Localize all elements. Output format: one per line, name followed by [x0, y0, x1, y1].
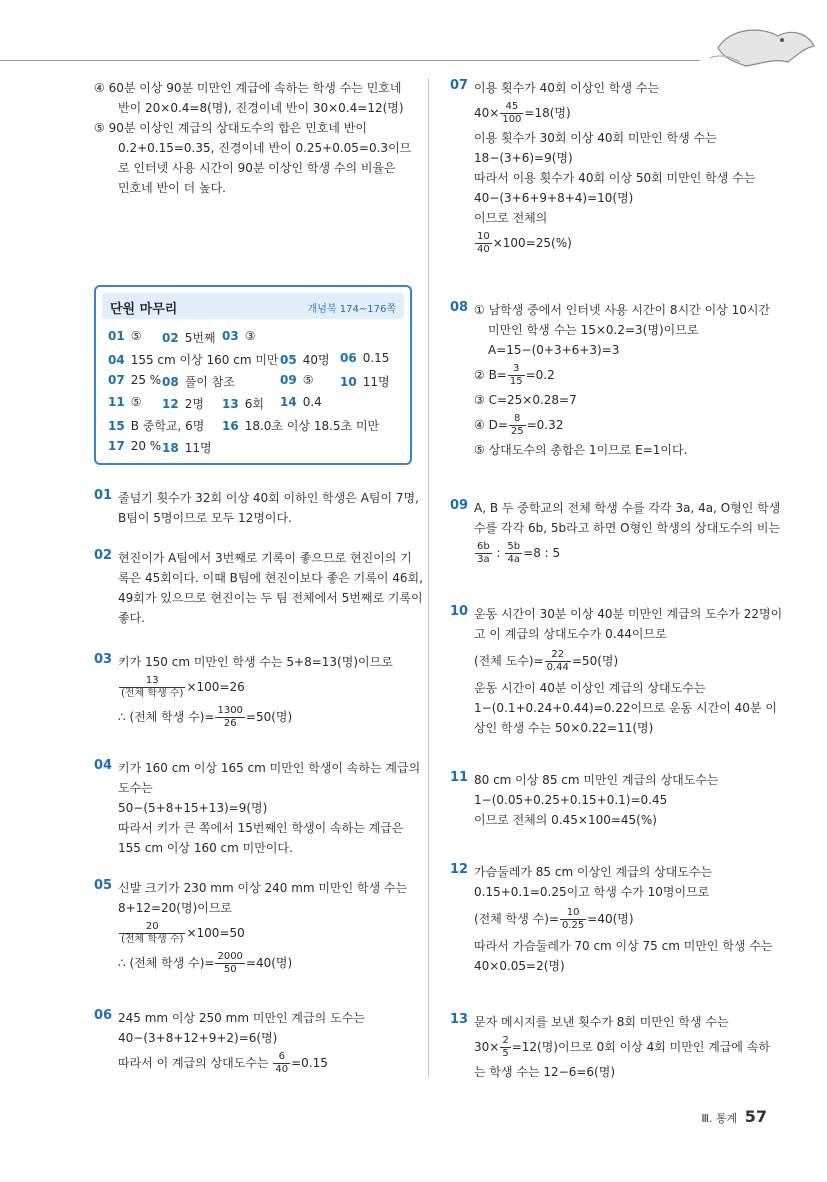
text-line: 도수는	[118, 781, 153, 795]
text-line: ⑤ 90분 이상인 계급의 상대도수의 합은 민호네 반이	[94, 121, 367, 135]
answer-entry: 17 20 %	[108, 439, 162, 453]
text-line: 고 이 계급의 상대도수가 0.44이므로	[474, 627, 667, 641]
problem-number: 09	[450, 498, 469, 513]
text-line: 현진이가 A팀에서 3번째로 기록이 좋으므로 현진이의 기	[118, 551, 412, 565]
answer-entry: 06 0.15	[340, 351, 390, 365]
answer-entry: 13 6회	[222, 397, 264, 411]
answer-entry: 05 40명	[280, 353, 330, 367]
equation-line: ④ D= $\frac{8}{25}$ =0.32	[474, 413, 564, 437]
text-line: 신발 크기가 230 mm 이상 240 mm 미만인 학생 수는	[118, 881, 408, 895]
answer-entry: 14 0.4	[280, 395, 322, 409]
answer-entry: 16 18.0초 이상 18.5초 미만	[222, 419, 380, 433]
text-line: 0.15+0.1=0.25이고 학생 수가 10명이므로	[474, 885, 710, 899]
text-line: 운동 시간이 40분 이상인 계급의 상대도수는	[474, 681, 706, 695]
answer-entry: 04 155 cm 이상 160 cm 미만	[108, 353, 279, 367]
page-footer	[701, 1107, 767, 1126]
problem-number: 04	[94, 758, 113, 773]
text-line: 줄넘기 횟수가 32회 이상 40회 이하인 학생은 A팀이 7명,	[118, 491, 419, 505]
text-line: 키가 160 cm 이상 165 cm 미만인 학생이 속하는 계급의	[118, 761, 421, 775]
equation-line: (전체 도수)= $\frac{22}{0.44}$ =50(명)	[474, 649, 619, 673]
fraction: $\frac{2}{5}$	[502, 1035, 509, 1059]
answer-entry: 11 ⑤	[108, 395, 142, 409]
text-line: 민호네 반이 더 높다.	[118, 181, 226, 195]
text-line: 키가 150 cm 미만인 학생 수는 5+8=13(명)이므로	[118, 655, 393, 669]
text-line: 이용 횟수가 40회 이상인 학생 수는	[474, 81, 660, 95]
problem-number: 06	[94, 1008, 113, 1023]
text-line: 49회가 있으므로 현진이는 두 팀 전체에서 5번째로 기록이	[118, 591, 423, 605]
flying-squirrel-icon	[700, 18, 820, 78]
text-line: 따라서 키가 큰 쪽에서 15번째인 학생이 속하는 계급은	[118, 821, 404, 835]
text-line: ① 남학생 중에서 인터넷 사용 시간이 8시간 이상 10시간	[474, 303, 771, 317]
equation-line: ∴ (전체 학생 수)= $\frac{2000}{50}$ =40(명)	[118, 951, 293, 975]
answer-entry: 18 11명	[162, 441, 212, 455]
fraction: $\frac{6}{40}$	[275, 1051, 289, 1075]
fraction: $\frac{45}{100}$	[502, 101, 522, 125]
text-line: 1−(0.05+0.25+0.15+0.1)=0.45	[474, 793, 668, 807]
answer-entry: 01 ⑤	[108, 329, 142, 343]
text-line: 따라서 가슴둘레가 70 cm 이상 75 cm 미만인 학생 수는	[474, 939, 773, 953]
equation-line: 30× $\frac{2}{5}$ =12(명)이므로 0회 이상 4회 미만인 계급에 속하	[474, 1035, 771, 1059]
text-line: A=15−(0+3+6+3)=3	[488, 343, 620, 357]
fraction: $\frac{3}{15}$	[509, 363, 523, 387]
problem-number: 05	[94, 878, 113, 893]
text-line: 18−(3+6)=9(명)	[474, 151, 573, 165]
text-line: 상인 학생 수는 50×0.22=11(명)	[474, 721, 654, 735]
problem-number: 07	[450, 78, 469, 93]
equation-line: $\frac{10}{40}$ ×100=25(%)	[477, 231, 572, 255]
answer-box-title: 단원 마무리	[110, 302, 178, 317]
equation-line: $\frac{20}{\text{(전체 학생 수)}}$ ×100=50	[121, 921, 245, 945]
equation-line: (전체 학생 수)= $\frac{10}{0.25}$ =40(명)	[474, 907, 634, 931]
text-line: B팀이 5명이므로 모두 12명이다.	[118, 511, 292, 525]
fraction: $\frac{5b}{4a}$	[507, 541, 521, 565]
text-line: 40−(3+6+9+8+4)=10(명)	[474, 191, 634, 205]
answer-box-reference: 개념북 174~176쪽	[307, 304, 396, 315]
text-line: 50−(5+8+15+13)=9(명)	[118, 801, 268, 815]
text-line: 이므로 전체의 0.45×100=45(%)	[474, 813, 657, 827]
problem-number: 11	[450, 770, 469, 785]
text-line: 좋다.	[118, 611, 145, 625]
page-number: 57	[744, 1107, 767, 1126]
text-line: 245 mm 이상 250 mm 미만인 계급의 도수는	[118, 1011, 365, 1025]
fraction: $\frac{10}{40}$	[477, 231, 490, 255]
text-line: 운동 시간이 30분 이상 40분 미만인 계급의 도수가 22명이	[474, 607, 783, 621]
problem-number: 03	[94, 652, 113, 667]
equation-line: ∴ (전체 학생 수)= $\frac{1300}{26}$ =50(명)	[118, 705, 293, 729]
answer-box-header	[102, 293, 404, 319]
equation-line: 따라서 이 계급의 상대도수는 $\frac{6}{40}$ =0.15	[118, 1051, 328, 1075]
text-line: ③ C=25×0.28=7	[474, 393, 577, 407]
fraction: $\frac{1300}{26}$	[217, 705, 243, 729]
text-line: 이므로 전체의	[474, 211, 548, 225]
fraction: $\frac{22}{0.44}$	[546, 649, 569, 673]
unit-review-answer-box	[94, 285, 412, 465]
problem-number: 08	[450, 300, 469, 315]
text-line: ⑤ 상대도수의 총합은 1이므로 E=1이다.	[474, 443, 688, 457]
text-line: 40×0.05=2(명)	[474, 959, 565, 973]
answer-entry: 08 풀이 참조	[162, 375, 235, 389]
text-line: 로 인터넷 사용 시간이 90분 이상인 학생 수의 비율은	[118, 161, 396, 175]
text-line: 이용 횟수가 30회 이상 40회 미만인 학생 수는	[474, 131, 717, 145]
text-line: 155 cm 이상 160 cm 미만이다.	[118, 841, 293, 855]
text-line: 1−(0.1+0.24+0.44)=0.22이므로 운동 시간이 40분 이	[474, 701, 777, 715]
equation-line: $\frac{13}{\text{(전체 학생 수)}}$ ×100=26	[121, 675, 245, 699]
prior-solution-continuation	[94, 78, 414, 198]
answer-entry: 15 B 중학교, 6명	[108, 419, 205, 433]
answer-entry: 07 25 %	[108, 373, 162, 387]
text-line: A, B 두 중학교의 전체 학생 수를 각각 3a, 4a, O형인 학생	[474, 501, 781, 515]
problem-number: 02	[94, 548, 113, 563]
text-line: 따라서 이용 횟수가 40회 이상 50회 미만인 학생 수는	[474, 171, 756, 185]
problem-number: 12	[450, 862, 469, 877]
text-line: 문자 메시지를 보낸 횟수가 8회 미만인 학생 수는	[474, 1015, 729, 1029]
text-line: 8+12=20(명)이므로	[118, 901, 233, 915]
text-line: 40−(3+8+12+9+2)=6(명)	[118, 1031, 278, 1045]
fraction: $\frac{20}{\text{(전체 학생 수)}}$	[121, 921, 184, 945]
text-line: 수를 각각 6b, 5b라고 하면 O형인 학생의 상대도수의 비는	[474, 521, 781, 535]
problem-number: 10	[450, 604, 469, 619]
answer-entry: 10 11명	[340, 375, 390, 389]
answer-entry: 09 ⑤	[280, 373, 314, 387]
header-rule	[0, 60, 700, 61]
answer-entry: 12 2명	[162, 397, 204, 411]
text-line: 가슴둘레가 85 cm 이상인 계급의 상대도수는	[474, 865, 713, 879]
text-line: 0.2+0.15=0.35, 진경이네 반이 0.25+0.05=0.3이므	[118, 141, 412, 155]
answer-entry: 02 5번째	[162, 331, 216, 345]
text-line: 미만인 학생 수는 15×0.2=3(명)이므로	[488, 323, 699, 337]
fraction: $\frac{8}{25}$	[510, 413, 524, 437]
column-divider	[428, 78, 429, 1078]
equation-line: ② B= $\frac{3}{15}$ =0.2	[474, 363, 555, 387]
problem-number: 13	[450, 1012, 469, 1027]
fraction: $\frac{2000}{50}$	[217, 951, 243, 975]
equation-line: 40× $\frac{45}{100}$ =18(명)	[474, 101, 571, 125]
equation-line: $\frac{6b}{3a}$ : $\frac{5b}{4a}$ =8 : 5	[477, 541, 561, 565]
fraction: $\frac{13}{\text{(전체 학생 수)}}$	[121, 675, 184, 699]
text-line: 반이 20×0.4=8(명), 진경이네 반이 30×0.4=12(명)	[118, 101, 404, 115]
text-line: 는 학생 수는 12−6=6(명)	[474, 1065, 616, 1079]
fraction: $\frac{10}{0.25}$	[562, 907, 585, 931]
answer-entry: 03 ③	[222, 329, 256, 343]
text-line: ④ 60분 이상 90분 미만인 계급에 속하는 학생 수는 민호네	[94, 81, 402, 95]
text-line: 80 cm 이상 85 cm 미만인 계급의 상대도수는	[474, 773, 719, 787]
fraction: $\frac{6b}{3a}$	[477, 541, 490, 565]
problem-number: 01	[94, 488, 113, 503]
footer-section: Ⅲ. 통계	[701, 1112, 738, 1125]
text-line: 록은 45회이다. 이때 B팀에 현진이보다 좋은 기록이 46회,	[118, 571, 423, 585]
